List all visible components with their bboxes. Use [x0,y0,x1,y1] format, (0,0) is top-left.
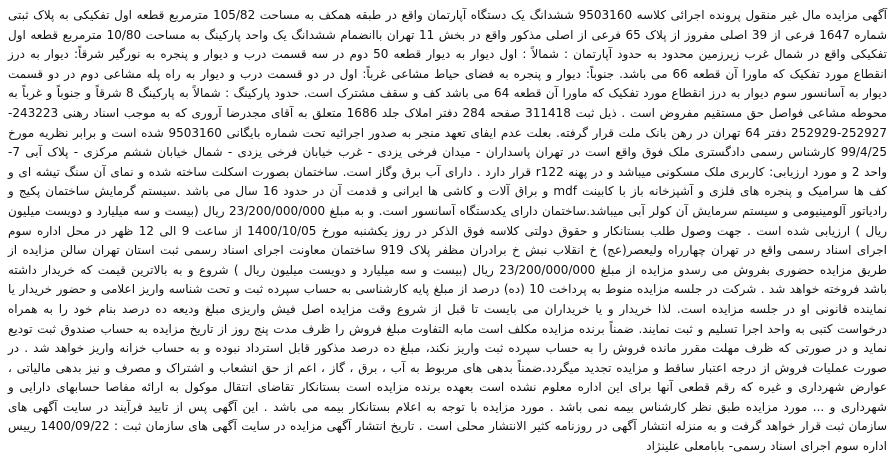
auction-notice-text: آگهی مزایده مال غیر منقول پرونده اجرائی کلاسه 9503160 ششدانگ یک دستگاه آپارتمان واقع در طبقه همکف به مساحت 105/82 مترمربع قطعه اول تفکیکی به پلاک ثبتی شماره 1647 فرعی از 39 اصلی مفروز از پلاک 65 فرعی از اصلی مذکور واقع در بخش 11 تهران باانضمام ششدانگ یک واحد پارکینگ به مساحت 10/80 مترمربع قطعه اول تفکیکی واقع در شمال غرب زیرزمین محدود به حدود آپارتمان : شمالاً : اول دیوار به دیوار قطعه 50 دوم در سه قسمت درب و دیوار و پنجره به نورگیر شرقاً: دیوار به درز انقطاع مورد تفکیک که ماورا آن قطعه 66 می باشد. جنوباً: دیوار و پنجره به فضای حیاط مشاعی غرباً: اول در دو قسمت درب و دیوار به راه پله مشاعی دوم در دو قسمت دیوار به آسانسور سوم دیوار به درز انقطاع مورد تفکیک که ماورا آن قطعه 64 می باشد کف و سقف مشترک است. حدود پارکینگ : شمالاً به پارکینگ 8 شرقاً و جنوباً و غرباً به محوطه مشاعی فواصل حق مستقیم مفروض است . ذیل ثبت 311418 صفحه 284 دفتر املاک جلد 1686 متعلق به آقای مجدرضا آروری که به موجب اسناد رهنی 243223-252927-252929 دفتر 64 تهران در رهن بانک ملت قرار گرفته. بعلت عدم ایفای تعهد منجر به صدور اجرائیه تحت شماره بایگانی 9503160 شده است و برابر نظریه مورخ 99/4/25 کارشناس رسمی دادگستری ملک فوق واقع است در تهران پاسداران - میدان فرخی یزدی - غرب خیابان فرخی یزدی - شمال خیابان ششم مرکزی - پلاک آبی 7- واحد 2 و مورد ارزیابی: کاربری ملک مسکونی میباشد و در پهنه r122 قرار دارد . دارای آب برق وگاز است. ساختمان بصورت اسکلت ساخته شده و نمای آن سنگ تیشه ای و کف ها سرامیک و پنجره های فلزی و آشپزخانه باز با کابینت mdf و براق آلات و کاشی ها ایرانی و قدمت آن در حدود 16 سال می باشد .سیستم گرمایش ساختمان پکیج و رادیاتور آلومینیومی و سیستم سرمایش آن کولر آبی میباشد.ساختمان دارای یکدستگاه آسانسور است. و به مبلغ 23/200/000/000 ریال (بیست و سه میلیارد و دویست میلیون ریال ) ارزیابی شده است . جهت وصول طلب بستانکار و حقوق دولتی کلاسه فوق الذکر در روز یکشنبه مورخ 1400/10/05 از ساعت 9 الی 12 ظهر در محل اداره سوم اجرای اسناد رسمی واقع در تهران چهارراه ولیعصر(عج) خ انقلاب نبش خ برادران مظفر پلاک 919 ساختمان معاونت اجرای اسناد رسمی ثبت استان تهران سالن مزایده از طریق مزایده حضوری بفروش می رسدو مزایده از مبلغ 23/200/000/000 ریال (بیست و سه میلیارد و دویست میلیون ریال ) شروع و به بالاترین قیمت که خریدار داشته باشد فروخته خواهد شد . شرکت در جلسه مزایده منوط به پرداخت 10 (ده) درصد از مبلغ پایه کارشناسی به حساب سپرده ثبت و تحت شناسه واریز اعلامی و حضور خریدار یا نماینده قانونی او در جلسه مزایده است. لذا خریدار و یا خریداران می بایست تا قبل از شروع وقت مزایده اصل فیش واریزی مبلغ ودیعه ده درصد بنام خود را به همراه درخواست کتبی به واحد اجرا تسلیم و ثبت نمایند. ضمناً برنده مزایده مکلف است مابه التفاوت مبلغ فروش را ظرف مدت پنج روز از تاریخ مزایده به حساب صندوق ثبت تودیع نماید و در صورتی که ظرف مهلت مقرر مانده فروش را به حساب سپرده ثبت واریز نکند، مبلغ ده درصد مذکور قابل استرداد نبوده و به حساب خزانه واریز خواهد شد . در صورت عملیات فروش از درجه اعتبار ساقط و مزایده تجدید میگردد.ضمناً بدهی های مربوط به آب ، برق ، گاز ، اعم از حق انشعاب و اشتراک و مصرف و نیز بدهی مالیاتی ، عوارض شهرداری و غیره که رقم قطعی آنها برای این اداره معلوم نشده است بعهده برنده مزایده است بستانکار تقاضای انتقال موکول به ارائه مفاصا حسابهای دارایی و شهرداری و ... مورد مزایده طبق نظر کارشناس بیمه نمی باشد . مورد مزایده با توجه به اعلام بستانکار بیمه می باشد . این آگهی پس از تایید فرآیند در سایت آگهی های سازمان ثبت قرار خواهد گرفت و به منزله انتشار آگهی در روزنامه کثیر الانتشار محلی است . تاریخ انتشار آگهی مزایده در سایت آگهی های سازمان ثبت : 1400/09/22 رییس اداره سوم اجرای اسناد رسمی- بابامعلی علینژاد [8,8,888,454]
